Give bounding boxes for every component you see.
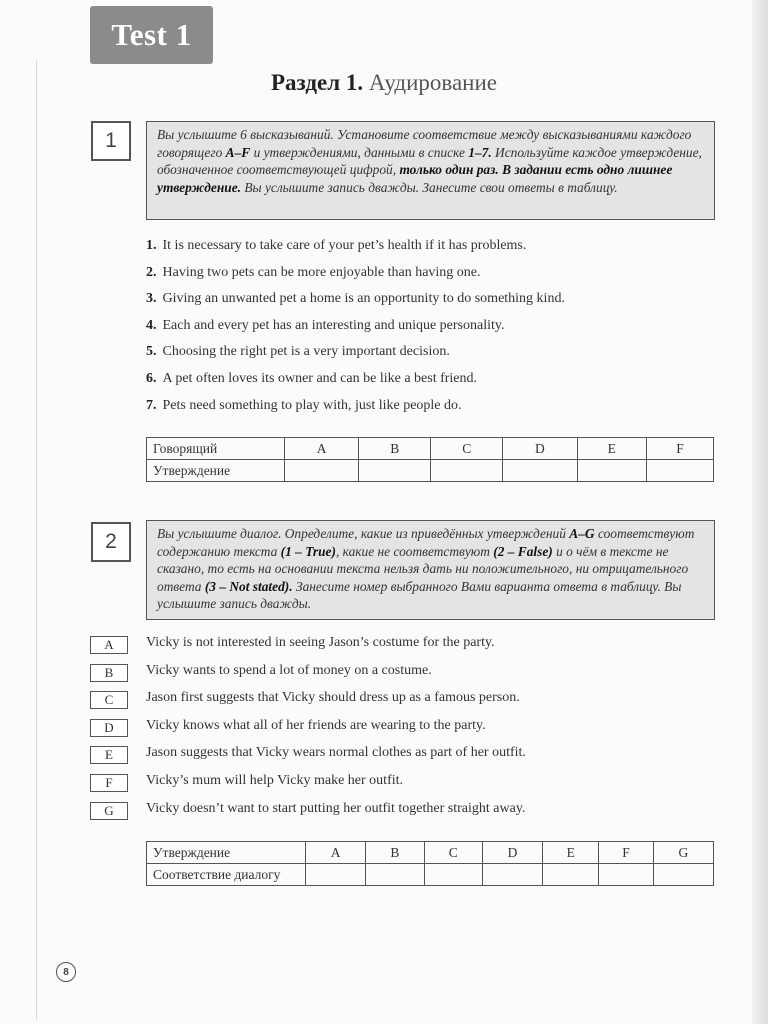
statement-letter-box: B <box>90 664 128 682</box>
task2-statement-text: Vicky is not interested in seeing Jason’s costume for the party. <box>146 635 495 650</box>
task1-fragment: и утверждениями, данными в списке <box>250 144 469 160</box>
task1-fragment: только один раз. <box>399 162 499 177</box>
section-title-number: Раздел 1. <box>271 70 364 95</box>
task2-answer-cell[interactable] <box>653 864 713 886</box>
task2-fragment: A–G <box>569 526 595 541</box>
statement-text: It is necessary to take care of your pet’s health if it has problems. <box>162 238 527 253</box>
task1-answer-cell[interactable] <box>431 460 503 482</box>
task1-answer-cell[interactable] <box>503 460 577 482</box>
statement-number: 4. <box>146 317 157 333</box>
task1-answer-cell[interactable] <box>646 460 713 482</box>
task1-table-row-speaker <box>147 438 714 460</box>
task1-column-header: A <box>285 438 359 460</box>
task2-statement-text: Vicky doesn’t want to start putting her outfit together straight away. <box>146 800 526 816</box>
statement-text: Choosing the right pet is a very important decision. <box>162 344 450 360</box>
task2-column-header: C <box>424 842 482 864</box>
statement-number: 3. <box>146 291 157 307</box>
task2-fragment: Вы услышите диалог. Определите, какие из приведённых утверждений <box>157 526 570 541</box>
task1-instructions <box>146 121 715 220</box>
task2-fragment: Занесите номер выбранного Вами варианта ответа в таблицу. Вы услышите запись дважды. <box>157 578 682 611</box>
task1-table-row-statement <box>147 460 714 482</box>
task2-instructions <box>146 520 715 620</box>
statement-number: 1. <box>146 238 157 253</box>
statement-text: Having two pets can be more enjoyable than having one. <box>162 264 481 280</box>
task1-statement <box>146 398 462 414</box>
task2-column-header: F <box>599 842 653 864</box>
task1-fragment: Вы услышите 6 высказываний. Установите соответствие между высказываниями каждого говорящего <box>157 127 692 160</box>
task1-column-header: E <box>577 438 646 460</box>
task2-statement-text: Vicky knows what all of her friends are wearing to the party. <box>146 717 486 733</box>
statement-number: 2. <box>146 264 157 280</box>
task1-fragment: Используйте каждое утверждение, обозначенное соответствующей цифрой, <box>157 144 702 177</box>
task2-column-header: G <box>653 842 713 864</box>
task2-table-row-statement <box>147 842 714 864</box>
task1-column-header: B <box>359 438 431 460</box>
task1-fragment: Вы услышите запись дважды. Занесите свои ответы в таблицу. <box>241 179 618 195</box>
task1-fragment: В задании есть одно лишнее утверждение. <box>157 162 673 195</box>
task2-answer-cell[interactable] <box>543 864 599 886</box>
task2-row-label-match: Соответствие диалогу <box>147 864 306 886</box>
task2-statement-text: Vicky’s mum will help Vicky make her outfit. <box>146 773 404 788</box>
statement-letter-box: C <box>90 691 128 709</box>
task2-statement-text: Vicky wants to spend a lot of money on a costume. <box>146 662 432 678</box>
task2-statement-text: Jason suggests that Vicky wears normal clothes as part of her outfit. <box>146 745 526 761</box>
task2-answer-cell[interactable] <box>424 864 482 886</box>
task1-column-header: D <box>503 438 577 460</box>
task2-answer-cell[interactable] <box>306 864 366 886</box>
task2-fragment: (2 – False) <box>493 543 553 559</box>
statement-text: Each and every pet has an interesting and unique personality. <box>162 317 505 333</box>
task1-column-header: F <box>646 438 713 460</box>
task1-answer-cell[interactable] <box>359 460 431 482</box>
page-margin-rule <box>36 60 37 1020</box>
task2-column-header: B <box>366 842 424 864</box>
statement-letter-box: G <box>90 802 128 820</box>
task1-answer-table <box>146 437 714 482</box>
statement-letter-box: F <box>90 774 128 792</box>
task1-answer-cell[interactable] <box>285 460 359 482</box>
task2-answer-table <box>146 841 714 886</box>
statement-text: A pet often loves its owner and can be like a best friend. <box>162 371 478 386</box>
task1-number-box: 1 <box>91 121 131 161</box>
task1-statement <box>146 371 477 387</box>
statement-number: 5. <box>146 344 157 360</box>
page-edge-shadow <box>752 0 768 1024</box>
section-title-name: Аудирование <box>368 70 497 95</box>
statement-text: Giving an unwanted pet a home is an opportunity to do something kind. <box>162 291 565 307</box>
task2-fragment: соответствуют содержанию текста <box>157 526 695 559</box>
task1-statement <box>146 344 450 360</box>
task2-column-header: D <box>482 842 542 864</box>
task1-fragment: 1–7. <box>468 144 492 160</box>
statement-number: 6. <box>146 371 157 386</box>
task1-row-label-statement: Утверждение <box>147 460 285 482</box>
statement-number: 7. <box>146 397 157 413</box>
task2-fragment: и о чём в тексте не сказано, то есть на основании текста нельзя дать ни положительного, ни отрицательного ответа <box>157 543 689 594</box>
task2-fragment: (1 – True) <box>280 543 336 559</box>
statement-letter-box: D <box>90 719 128 737</box>
task1-column-header: C <box>431 438 503 460</box>
task2-fragment: (3 – Not stated). <box>204 578 293 594</box>
task1-statement <box>146 238 526 254</box>
page-number: 8 <box>56 962 76 982</box>
statement-letter-box: A <box>90 636 128 654</box>
task2-answer-cell[interactable] <box>599 864 653 886</box>
task2-fragment: , какие не соответствуют <box>335 543 494 559</box>
task2-statement-text: Jason first suggests that Vicky should dress up as a famous person. <box>146 690 520 706</box>
task1-statement <box>146 291 565 307</box>
task1-statement <box>146 265 481 281</box>
task2-row-label-statement: Утверждение <box>147 842 306 864</box>
task1-row-label-speaker: Говорящий <box>147 438 285 460</box>
task1-statement <box>146 318 504 334</box>
task2-column-header: A <box>306 842 366 864</box>
task2-answer-cell[interactable] <box>482 864 542 886</box>
task1-fragment: A–F <box>225 144 251 160</box>
task2-number-box: 2 <box>91 522 131 562</box>
statement-text: Pets need something to play with, just like people do. <box>162 397 462 413</box>
section-title <box>0 70 768 96</box>
test-label-tab: Test 1 <box>90 6 213 64</box>
statement-letter-box: E <box>90 746 128 764</box>
task2-table-row-match <box>147 864 714 886</box>
task2-column-header: E <box>543 842 599 864</box>
task2-answer-cell[interactable] <box>366 864 424 886</box>
task1-answer-cell[interactable] <box>577 460 646 482</box>
